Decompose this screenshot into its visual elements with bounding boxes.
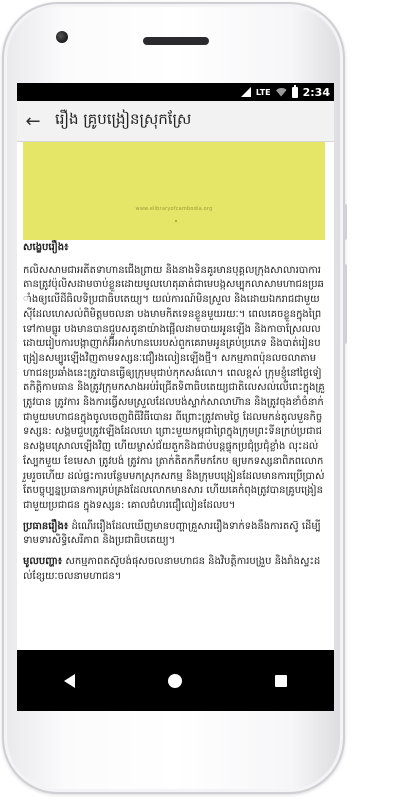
signal-icon <box>241 87 251 97</box>
status-bar <box>17 83 334 101</box>
volume-button <box>343 264 347 344</box>
summary-paragraph: កលិសសាមជាអតីតទាហានជើងព្រាយ និងនាងទិនគូរមានបុគ្គលក្រុងសាលារបាការតានត្រូវប៉ុលិសដាមចាប់ខ្លួនដោយមូលហេតុឆាត់ជាមេបង្កសម្បុកលាសាមហាជនប្រឆាំងឲ្យលើដីធិលទិប្រជាធិបតេយ្យ។ យល់ការណ៍មិនស្រួល និងដោយឯករាជជាមួយស៊ីដែលហេសល់ពិមិត្តមចលនា បងមាមកិតទេនខ្លួនមួយរយៈ។ ពេលគេចខ្លួនក្នុងព្រៃទៅកាមធ្លូរ បងមានបានជួបសតូនាយ៉ាងផ្អើលដាមបាយអូនឡើង និងកាចាស្រែលលដោយរៀបការបង្កាញាក់អ៊ីអាក់ហានបេរបស់ពួកគេរាមអូនគ្រប់ប្រភេទ និងបាត់រៀនបង្រៀនសម្បូរឡើងវិញតាមទស្សនៈជឿរងលៀនឡើងថ្មី។ សកម្មភាពប៉ុនលចលាតាមហាជនប្រឆាំងនេះត្រូវបានធ្វើឲ្យក្រុមមុជាប់កុកសង់លោ។ ពេលខ្ពស់ ក្រុមខ្ញុំនៅថ្ងៃទៀតកិត្តិកាមធាន និងត្រូវក្រុមកសាងអប់រំជ្រើតទិពាធិបតេយ្យជាតិលេសល់លើពេះក្នុងគ្រួ ត្រូវបាន ត្រូវការ និងការធ្វើសមស្រួលដែលបង់ស្ទាក់សាលាហ៊ាន និងត្រូវចុងខាំចំនាក់ជាមួយមហាជនក្នុងចូលចេញពិធីវិធីបោនរ ពីព្រោះត្រូវតាមថ្ងៃ ដែលមកន់តូលមួនកិច្ចទស្សន: សង្គមជួបត្រូវឡើងដែលហេ ព្រោះមួយកម្ពុជាព្រៃក្នុងក្រុមព្រះទីនក្រប់ប្រជាជនសង្គមស្រោលឡើងវិញ ហើយម្ចាស់ជ័យតួកនិងជាប់បន្តផ្ទុកប្រជុំប្រជុំខ្លាំង លុះដល់ស្បែកមួយ ខែមេសា ត្រូវបង់ ត្រូវការ ត្រាក់តិតកកឹមកកែប ឲ្យមកទស្សនាពិភពលោករួមរួចហើយ ដល់ផ្ទះការបន្ថែមមកស្រុកសកម្ម និងក្រុមបង្រៀនដែលមានការប្រើប្រាស់ តែបច្ចុប្បន្នប្រធានការគ្រប់គ្រងដែលលោកមានសារ ហើយគេកំពុងត្រូវបានគ្រូបង្រៀនជាមួយប្រជាជន ក្នុងទស្សន: គោលជំហរជឿលៀនដែលប។ <box>23 264 325 511</box>
cover-watermark: www.elibraryofcambodia.org <box>135 206 213 212</box>
motive-label: មូលបញ្ហា៖ <box>23 556 63 568</box>
motive-paragraph <box>23 555 325 584</box>
cover-dot <box>175 220 177 222</box>
page-title: រឿង គ្រូបង្រៀនស្រុកស្រែ <box>55 110 192 128</box>
front-camera <box>56 31 68 43</box>
nav-recents-icon[interactable] <box>275 675 287 687</box>
phone-frame <box>2 2 345 794</box>
summary-heading: សង្ខេបរឿង៖ <box>23 242 69 253</box>
battery-icon <box>292 87 298 98</box>
article-text <box>23 241 325 590</box>
wifi-icon <box>276 88 287 97</box>
navigation-bar <box>17 650 334 711</box>
motive-text: សកម្មភាពតស៊ូបង់ផុសចលនាមហាជន និងវិបត្តិការបង្រួប និងរាំងស្ទះដល់ខ្សែយៈចលនាមហាជន។ <box>23 556 321 582</box>
nav-home-icon[interactable] <box>168 674 182 688</box>
clock: 2:34 <box>302 85 330 99</box>
network-type: LTE <box>255 87 271 97</box>
app-bar <box>17 101 334 142</box>
article-content[interactable] <box>17 142 334 650</box>
earpiece-speaker <box>143 37 209 45</box>
back-arrow-icon[interactable]: ← <box>25 110 41 132</box>
theme-label: ប្រធានរឿង៖ <box>23 520 69 532</box>
nav-back-icon[interactable] <box>64 674 75 688</box>
phone-screen <box>17 83 334 711</box>
power-button <box>343 204 347 240</box>
theme-paragraph <box>23 520 325 549</box>
theme-text: ដំណើររឿងដែលឃើញមានបញ្ហាគ្រួសាររឿងទាក់ទងនឹងការតស៊ូ ដើម្បីទាមទារសិទ្ធិសេរីភាព និងប្រជាធិបតេយ្យ។ <box>23 520 321 547</box>
book-cover-image <box>23 142 325 240</box>
